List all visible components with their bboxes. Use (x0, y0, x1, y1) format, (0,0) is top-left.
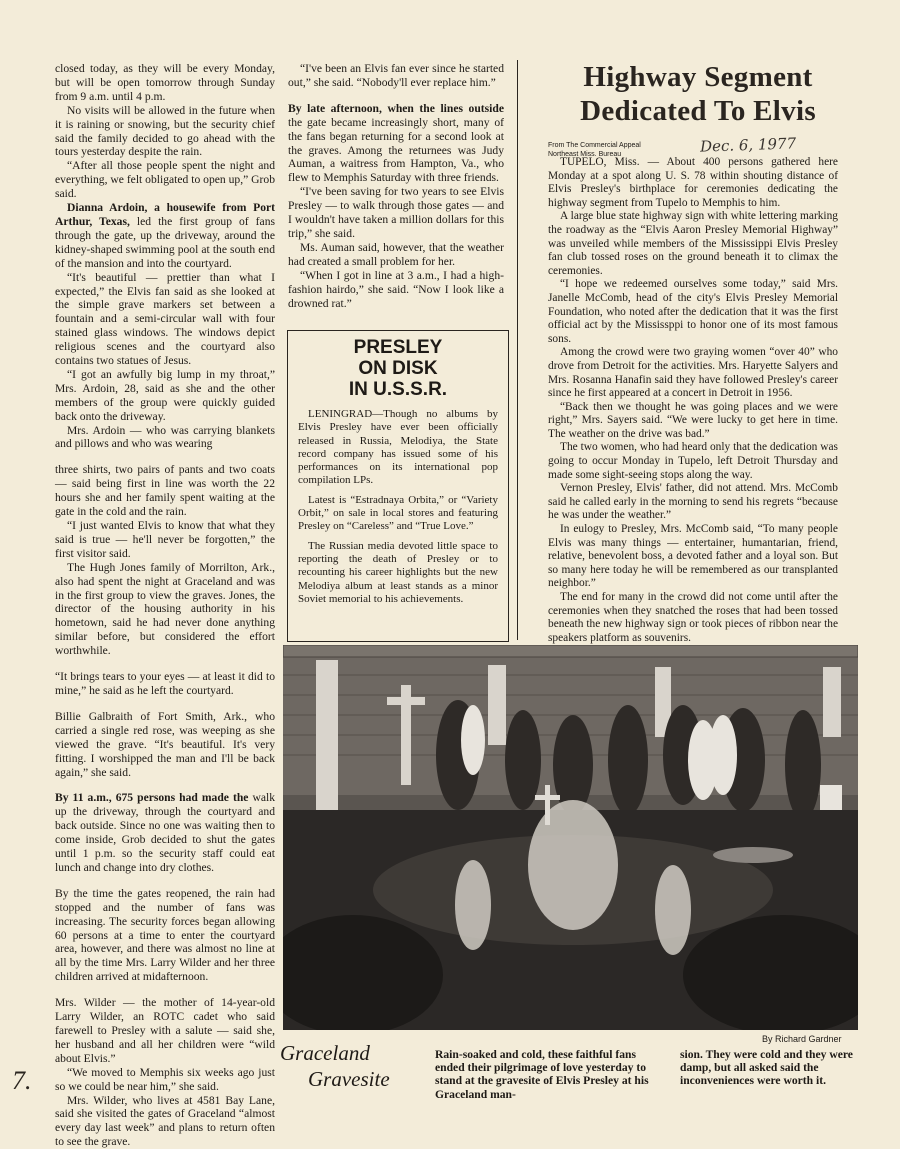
paragraph: A large blue state highway sign with white lettering marking the roadway as the “Elvis Aaron Presley Memorial Highway” was unveiled while members of the Mississippi Elvis Presley fan club tossed roses on the ground beneath it to climax the ceremonies. (548, 210, 838, 277)
paragraph: “I've been saving for two years to see Elvis Presley — to walk through those gates — and I wouldn't have taken a million dollars for this trip,” she said. (288, 185, 504, 240)
paragraph: No visits will be allowed in the future when it is raining or snowing, but the security chief said the family decided to go ahead with the tours yesterday despite the rain. (55, 103, 275, 159)
column-rule (517, 60, 518, 640)
paragraph: Among the crowd were two graying women “over 40” who drove from Detroit for the activities. Mrs. Haryette Salyers and Mrs. Rosanna Hanafin said they have followed Presley's career since he first appeared at a concert in Detroit in 1956. (548, 346, 838, 400)
paragraph: “It's beautiful — prettier than what I expected,” the Elvis fan said as she looked at the simple grave markers set between a fountain and a semi-circular wall with four stained glass windows. The windows depict religious scenes and the courtyard also contains two statues of Jesus. (55, 270, 275, 368)
bleed-through-text (850, 0, 900, 150)
sidebar-title: PRESLEY ON DISK IN U.S.S.R. (348, 337, 448, 400)
story-headline: Highway Segment Dedicated To Elvis (580, 61, 816, 127)
article-column-2 (288, 62, 504, 310)
caption-title: Graceland Gravesite (280, 1041, 390, 1091)
article-column-3 (548, 156, 838, 645)
paragraph: “Back then we thought he was going places and we were right,” Mrs. Sayers said. “We were lucky to get here in time. The weather on the drive was bad.” (548, 400, 838, 440)
paragraph: Mrs. Wilder, who lives at 4581 Bay Lane, said she visited the gates of Graceland “almost every day last week” and plans to return often to see the grave. (55, 1093, 275, 1149)
paragraph: By 11 a.m., 675 persons had made the walk up the driveway, through the courtyard and back outside. Since no one was waiting then to come inside, Grob decided to shut the gates until 1 p.m. so the security staff could eat lunch and change into dry clothes. (55, 791, 275, 874)
paragraph: TUPELO, Miss. — About 400 persons gathered here Monday at a spot along U. S. 78 within shouting distance of Elvis Presley's birthplace for ceremonies dedicating the highway segment from Tupelo to Memphis to him. (548, 156, 838, 209)
paragraph: “I just wanted Elvis to know that what they said is true — he'll never be forgotten,” the first visitor said. (55, 519, 275, 560)
paragraph: “After all those people spent the night and everything, we felt obligated to open up,” Grob said. (55, 159, 275, 201)
paragraph: closed today, as they will be every Monday, but will be open tomorrow through Sunday from 9 a.m. until 4 p.m. (55, 62, 275, 103)
paragraph: The two women, who had heard only that the dedication was going to occur Monday in Tupelo, left Detroit Thursday and made some sight-seeing stops along the way. (548, 441, 838, 481)
sidebar-paragraph: LENINGRAD—Though no albums by Elvis Presley have ever been officially released in Russia, Melodiya, the State record company has issued some of his performances on its international pop compilation LPs. (298, 408, 498, 487)
paragraph: Mrs. Wilder — the mother of 14-year-old Larry Wilder, an ROTC cadet who said farewell to Presley with a salute — said she, her husband and all her children were “wild about Elvis.” (55, 996, 275, 1065)
paragraph: “We moved to Memphis six weeks ago just so we could be near him,” she said. (55, 1065, 275, 1093)
paragraph: three shirts, two pairs of pants and two coats — said being first in line was worth the 22 hours she and her family spent waiting at the gate in the cold and the rain. (55, 463, 275, 519)
sidebar-paragraph: The Russian media devoted little space to reporting the death of Presley or to recounting his career highlights but the new Melodiya album at least stands as a minor Soviet memorial to his achievements. (298, 539, 498, 605)
paragraph: Mrs. Ardoin — who was carrying blankets and pillows and who was wearing (55, 423, 275, 451)
gravesite-photo (283, 645, 858, 1030)
article-column-1 (55, 62, 275, 1149)
paragraph: In eulogy to Presley, Mrs. McComb said, “To many people Elvis was many things — entertainer, humantarian, friend, relative, benevolent boss, a devoted father and a loyal son. But so many here today he will be remembered as our transplanted neighbor.” (548, 523, 838, 590)
paragraph: “It brings tears to your eyes — at least it did to mine,” he said as he left the courtyard. (55, 670, 275, 697)
paragraph: Dianna Ardoin, a housewife from Port Arthur, Texas, led the first group of fans through the gate, up the driveway, around the kidney-shaped swimming pool at the south end of the mansion and into the courtyard. (55, 201, 276, 270)
paragraph: The Hugh Jones family of Morrilton, Ark., also had spent the night at Graceland and was in the first group to view the graves. Jones, the director of the housing authority in his hometown, said he had never done anything similar before, but considered the effort worthwhile. (55, 560, 275, 658)
paragraph: “I hope we redeemed ourselves some today,” said Mrs. Janelle McComb, head of the city's Elvis Presley Memorial Foundation, who noted after the dedication that it was the first official act by the Mississppi to honor one of its most famous sons. (548, 278, 838, 345)
handwritten-page-number: 7. (12, 1066, 32, 1095)
sidebar-box (287, 330, 509, 642)
paragraph: By late afternoon, when the lines outside the gate became increasingly short, many of the fans began returning for a second look at the graves. Among the returnees was Judy Auman, a waitress from Hampton, Va., who flew to Memphis Saturday with three friends. (288, 101, 504, 185)
paragraph: “I got an awfully big lump in my throat,” Mrs. Ardoin, 28, said as she and the other members of the group were quickly guided back onto the driveway. (55, 367, 275, 423)
photo-illustration (283, 645, 858, 1030)
story-credit: From The Commercial Appeal Northeast Miss. Bureau (548, 142, 641, 158)
paragraph: By the time the gates reopened, the rain had stopped and the number of fans was increasing. The security forces began allowing 60 persons at a time to enter the courtyard area, however, and there was almost no line at all by the time Mrs. Larry Wilder and her three children arrived at midafternoon. (55, 886, 275, 984)
paragraph: “When I got in line at 3 a.m., I had a high-fashion hairdo,” she said. “Now I look like a drowned rat.” (288, 268, 504, 310)
paragraph: “I've been an Elvis fan ever since he started out,” she said. “Nobody'll ever replace him.” (288, 62, 504, 89)
paragraph: Ms. Auman said, however, that the weather had created a small problem for her. (288, 240, 504, 268)
paragraph: Vernon Presley, Elvis' father, did not attend. Mrs. McComb said he called early in the morning to send his regrets “because he was under the weather.” (548, 482, 838, 522)
caption-text-continued: sion. They were cold and they were damp, but all asked said the inconveniences were worth it. (680, 1048, 853, 1088)
sidebar-paragraph: Latest is “Estradnaya Orbita,” or “Variety Orbit,” on sale in local stores and featuring Presley on “Careless” and “True Love.” (298, 493, 498, 533)
paragraph: Billie Galbraith of Fort Smith, Ark., who carried a single red rose, was weeping as she viewed the grave. “It's beautiful. It's very fitting. I worshipped the man and I'll be back again,” she said. (55, 709, 275, 779)
photo-credit: By Richard Gardner (762, 1034, 842, 1044)
paragraph: The end for many in the crowd did not come until after the ceremonies when they snatched the roses that had been tossed beneath the new highway sign or took pieces of ribbon near the speakers platform as souvenirs. (548, 591, 838, 644)
handwritten-date: Dec. 6, 1977 (699, 134, 797, 156)
caption-text: Rain-soaked and cold, these faithful fans ended their pilgrimage of love yesterday to stand at the gravesite of Elvis Presley at his Graceland man- (435, 1048, 649, 1101)
